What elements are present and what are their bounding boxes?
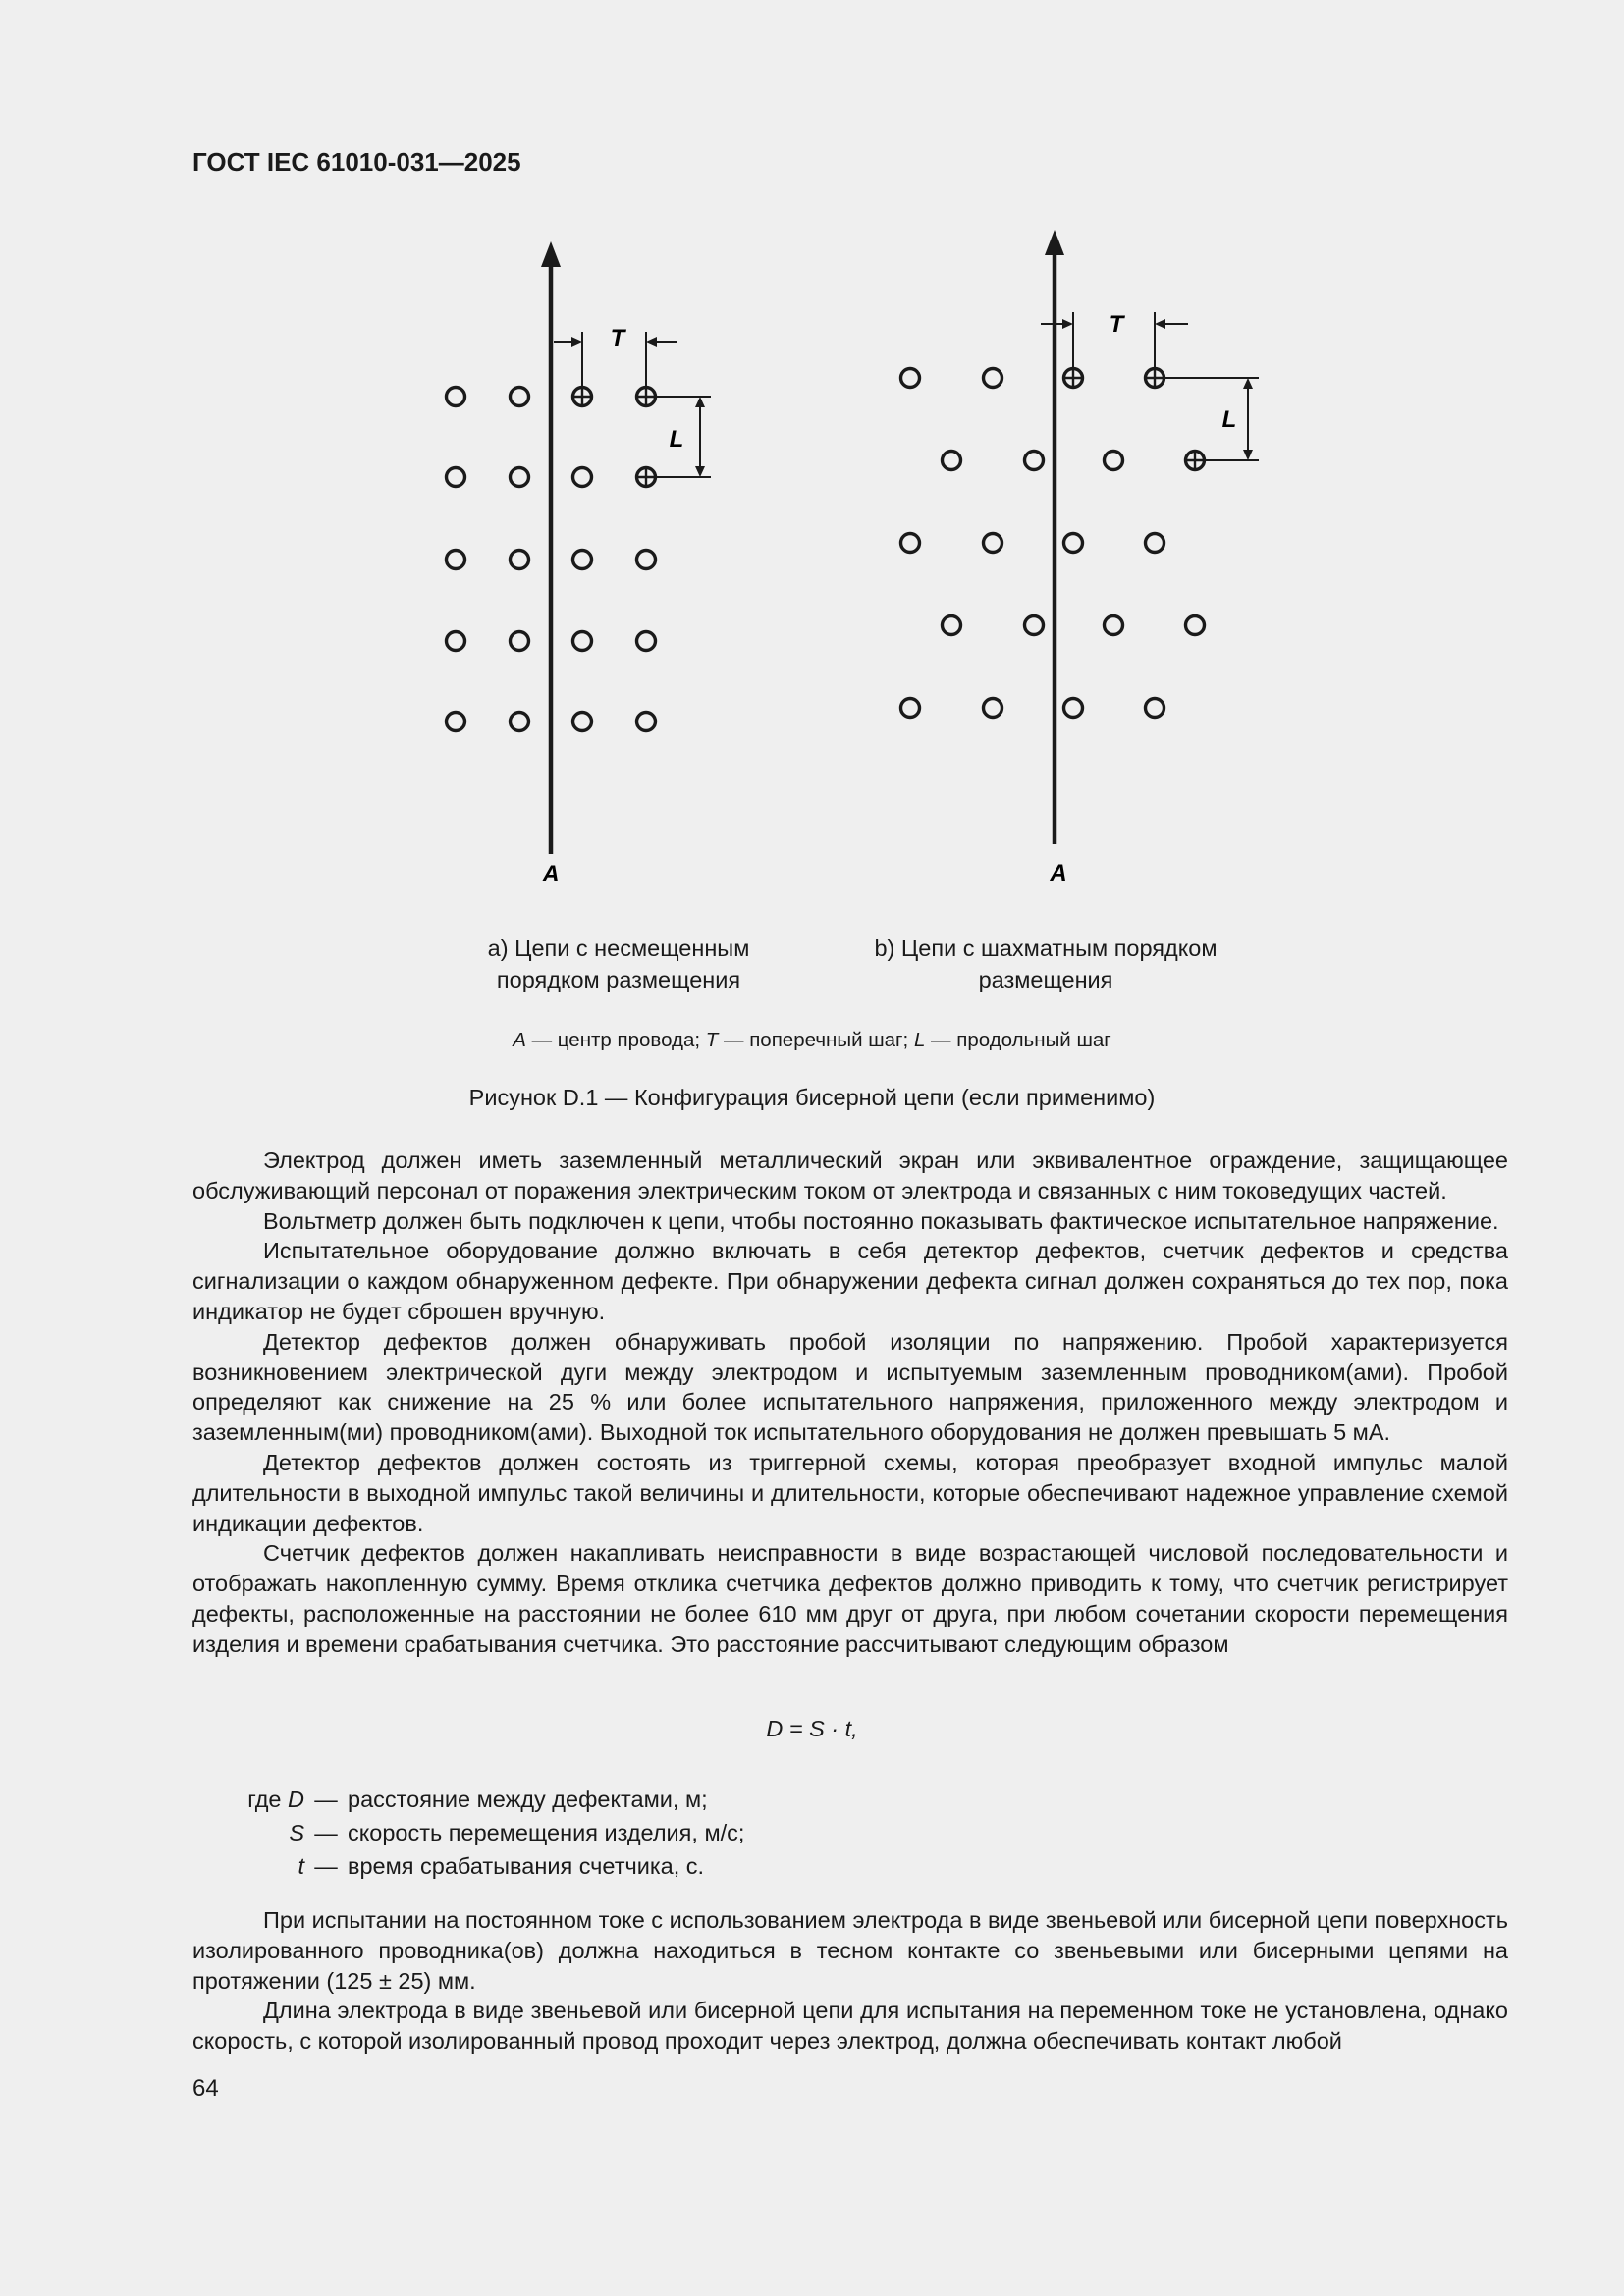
dim-arrow xyxy=(571,337,582,347)
formula-legend-row xyxy=(196,1816,744,1849)
paragraph: Детектор дефектов должен обнаруживать пробой изоляции по напряжению. Пробой характеризуется возникновением электрической дуги между электродом и испытуемым заземленным проводником(ами). Пробой определяют как снижение на 25 % или более испытательного напряжения, приложенного между электродом и заземленным(ми) проводником(ами). Выходной ток испытательного оборудования не должен превышать 5 мА. xyxy=(192,1328,1508,1446)
bead-circle xyxy=(447,551,465,569)
bead-circle xyxy=(943,616,961,635)
bead-circle xyxy=(447,632,465,651)
paragraph: Счетчик дефектов должен накапливать неисправности в виде возрастающей числовой последовательности и отображать накопленную сумму. Время отклика счетчика дефектов должно приводить к тому, что счетчик регистрирует дефекты, расположенные на расстоянии не более 610 мм друг от друга, при любом сочетании скорости перемещения изделия и времени срабатывания счетчика. Это расстояние рассчитывают следующим образом xyxy=(192,1540,1508,1657)
legend-a-text: — центр провода; xyxy=(525,1029,706,1051)
legend-t-symbol: T xyxy=(705,1029,719,1051)
paragraph: Детектор дефектов должен состоять из триггерной схемы, которая преобразует входной импульс малой длительности в выходной импульс такой величины и длительности, которые обеспечивают надежное управление схемой индикации дефектов. xyxy=(192,1449,1508,1536)
figure-caption: Рисунок D.1 — Конфигурация бисерной цепи (если применимо) xyxy=(468,1085,1156,1110)
legend-l-symbol: L xyxy=(913,1029,926,1051)
formula-definition: скорость перемещения изделия, м/с; xyxy=(348,1820,745,1845)
bead-circle xyxy=(447,713,465,731)
bead-circle xyxy=(984,369,1002,388)
dim-arrow xyxy=(646,337,657,347)
bead-circle xyxy=(1064,699,1083,718)
bead-circle xyxy=(1186,616,1205,635)
formula-dash: — xyxy=(314,1787,338,1812)
bead-circle xyxy=(984,699,1002,718)
dim-arrow xyxy=(1155,319,1165,329)
bead-circle xyxy=(511,551,529,569)
bead-circle xyxy=(1025,452,1044,470)
bead-circle xyxy=(511,468,529,487)
legend-t-text: — поперечный шаг; xyxy=(718,1029,914,1051)
dim-arrow xyxy=(695,397,705,407)
axis-label-a-left: A xyxy=(542,861,560,887)
body-text-continued xyxy=(192,1905,1508,2056)
axis-label-a-right: A xyxy=(1050,860,1067,886)
bead-circle xyxy=(511,632,529,651)
paragraph: Вольтметр должен быть подключен к цепи, чтобы постоянно показывать фактическое испытательное напряжение. xyxy=(263,1207,1499,1234)
pitch-label-t-right: T xyxy=(1109,311,1124,338)
document-header: ГОСТ IEC 61010-031—2025 xyxy=(192,147,521,177)
bead-circle xyxy=(511,388,529,406)
figure-b-staggered xyxy=(901,230,1260,844)
formula-legend-row xyxy=(196,1783,744,1816)
subcaption-a-line1: a) Цепи с несмещенным xyxy=(487,935,750,961)
subcaption-b xyxy=(844,933,1247,995)
formula-definition: время срабатывания счетчика, с. xyxy=(348,1853,705,1879)
pitch-label-l-right: L xyxy=(1221,406,1237,433)
dim-arrow xyxy=(1062,319,1073,329)
formula-symbol: где D xyxy=(247,1787,304,1812)
bead-circle xyxy=(984,534,1002,553)
bead-circle xyxy=(447,468,465,487)
dim-arrow xyxy=(695,466,705,477)
pitch-label-t-left: T xyxy=(610,325,625,351)
bead-circle xyxy=(637,551,656,569)
formula-definition: расстояние между дефектами, м; xyxy=(348,1787,708,1812)
figure-legend xyxy=(0,1029,1624,1052)
bead-circle xyxy=(637,713,656,731)
formula: D = S · t, xyxy=(766,1716,858,1741)
bead-circle xyxy=(901,369,920,388)
dim-arrow xyxy=(1243,450,1253,460)
bead-circle xyxy=(511,713,529,731)
subcaption-a-line2: порядком размещения xyxy=(496,967,741,992)
subcaption-b-line2: размещения xyxy=(978,967,1113,992)
bead-circle xyxy=(1146,699,1164,718)
dim-arrow xyxy=(1243,378,1253,389)
formula-dash: — xyxy=(314,1820,338,1845)
wire-axis-arrow xyxy=(1045,230,1064,255)
bead-circle xyxy=(1064,534,1083,553)
formula-legend-row xyxy=(196,1849,744,1883)
bead-circle xyxy=(1105,616,1123,635)
paragraph: Электрод должен иметь заземленный металлический экран или эквивалентное ограждение, защищающее обслуживающий персонал от поражения электрическим током от электрода и связанных с ним токоведущих частей. xyxy=(192,1148,1508,1203)
bead-chain-figure xyxy=(0,0,1624,903)
bead-circle xyxy=(573,551,592,569)
legend-a-symbol: A xyxy=(513,1029,526,1051)
paragraph: Испытательное оборудование должно включать в себя детектор дефектов, счетчик дефектов и средства сигнализации о каждом обнаруженном дефекте. При обнаружении дефекта сигнал должен сохраняться до тех пор, пока индикатор не будет сброшен вручную. xyxy=(192,1238,1508,1324)
body-text xyxy=(192,1146,1508,1660)
paragraph: Длина электрода в виде звеньевой или бисерной цепи для испытания на переменном токе не установлена, однако скорость, с которой изолированный провод проходит через электрод, должна обеспечивать контакт любой xyxy=(192,1998,1508,2055)
bead-circle xyxy=(901,534,920,553)
wire-axis-arrow xyxy=(541,241,561,267)
subcaption-b-line1: b) Цепи с шахматным порядком xyxy=(874,935,1218,961)
bead-circle xyxy=(447,388,465,406)
bead-circle xyxy=(1105,452,1123,470)
bead-circle xyxy=(573,632,592,651)
legend-l-text: — продольный шаг xyxy=(925,1029,1111,1051)
bead-circle xyxy=(573,713,592,731)
bead-circle xyxy=(1146,534,1164,553)
bead-circle xyxy=(637,632,656,651)
subcaption-a xyxy=(432,933,805,995)
paragraph: При испытании на постоянном токе с использованием электрода в виде звеньевой или бисерной цепи поверхность изолированного проводника(ов) должна находиться в тесном контакте со звеньевыми или бисерными цепями на протяжении (125 ± 25) мм. xyxy=(192,1907,1508,1994)
formula-dash: — xyxy=(314,1853,338,1879)
formula-symbol: t xyxy=(298,1853,304,1879)
figure-a-unstaggered xyxy=(447,241,712,854)
formula-legend xyxy=(196,1783,744,1883)
bead-circle xyxy=(901,699,920,718)
page-number: 64 xyxy=(192,2075,219,2102)
bead-circle xyxy=(573,468,592,487)
bead-circle xyxy=(943,452,961,470)
pitch-label-l-left: L xyxy=(669,426,684,453)
formula-symbol: S xyxy=(289,1820,304,1845)
bead-circle xyxy=(1025,616,1044,635)
